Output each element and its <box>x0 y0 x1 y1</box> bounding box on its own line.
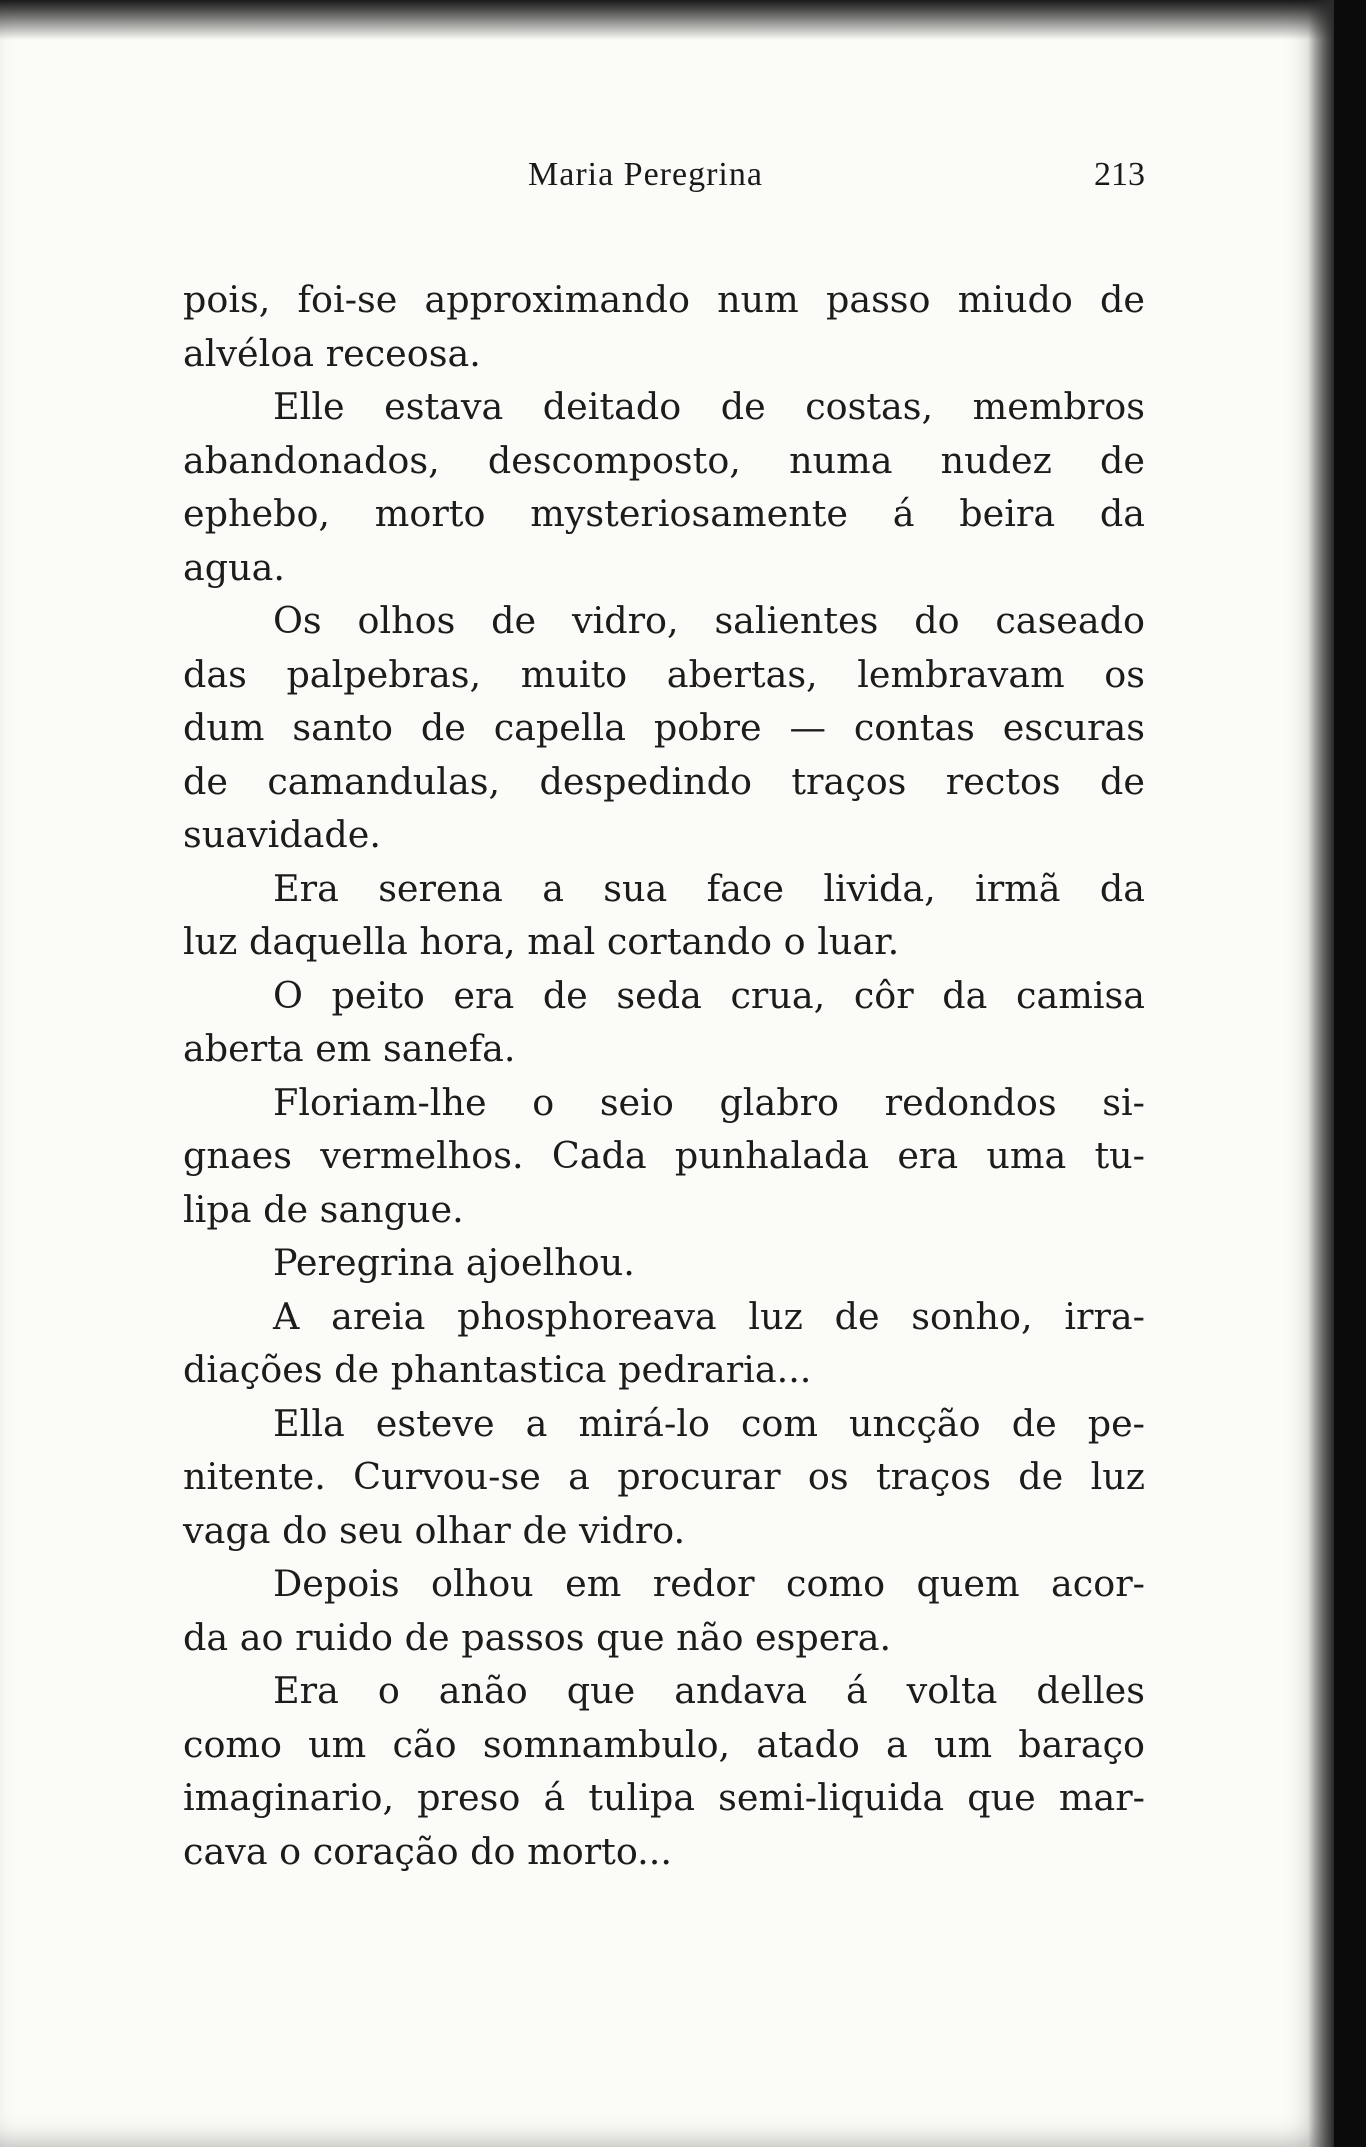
paragraph-start-line: Ella esteve a mirá-lo com uncção de pe- <box>273 1401 1145 1445</box>
text-line: cava o coração do morto... <box>183 1829 672 1873</box>
text-line: alvéloa receosa. <box>183 331 481 375</box>
text-line: ephebo, morto mysteriosamente á beira da <box>183 492 1145 535</box>
body-text <box>183 273 1145 1878</box>
paragraph-start-line: Floriam-lhe o seio glabro redondos si- <box>273 1080 1145 1124</box>
page-number: 213 <box>1094 156 1145 193</box>
text-line: da ao ruido de passos que não espera. <box>183 1615 892 1659</box>
text-line: luz daquella hora, mal cortando o luar. <box>183 920 900 963</box>
text-line: pois, foi-se approximando num passo miudo de <box>183 278 1145 321</box>
paragraph-start-line: Elle estava deitado de costas, membros <box>273 385 1145 428</box>
text-line: agua. <box>183 545 285 589</box>
paragraph-start-line: Era o anão que andava á volta delles <box>273 1669 1145 1712</box>
paragraph-start-line: A areia phosphoreava luz de sonho, irra- <box>273 1294 1145 1338</box>
text-line: lipa de sangue. <box>183 1187 464 1231</box>
text-line: abandonados, descomposto, numa nudez de <box>183 438 1145 482</box>
paragraph-start-line: Era serena a sua face livida, irmã da <box>273 866 1145 910</box>
text-line: gnaes vermelhos. Cada punhalada era uma tu- <box>183 1134 1145 1177</box>
text-line: imaginario, preso á tulipa semi-liquida que mar- <box>183 1776 1145 1819</box>
text-line: aberta em sanefa. <box>183 1027 516 1070</box>
text-line: de camandulas, despedindo traços rectos de <box>183 759 1145 803</box>
paragraph-start-line: Os olhos de vidro, salientes do caseado <box>273 599 1145 642</box>
text-line: nitente. Curvou-se a procurar os traços de luz <box>183 1455 1145 1498</box>
text-line: vaga do seu olhar de vidro. <box>183 1508 686 1552</box>
paragraph-start-line: Depois olhou em redor como quem acor- <box>273 1562 1145 1605</box>
text-line: como um cão somnambulo, atado a um baraço <box>183 1722 1145 1766</box>
text-line: diações de phantastica pedraria... <box>183 1348 812 1391</box>
running-title: Maria Peregrina <box>528 156 763 193</box>
paragraph-start-line: Peregrina ajoelhou. <box>273 1241 635 1284</box>
text-line: das palpebras, muito abertas, lembravam os <box>183 652 1145 696</box>
page-header <box>183 156 1145 206</box>
paragraph-start-line: O peito era de seda crua, côr da camisa <box>273 973 1145 1017</box>
text-line: suavidade. <box>183 813 381 856</box>
text-line: dum santo de capella pobre — contas escuras <box>183 706 1145 749</box>
